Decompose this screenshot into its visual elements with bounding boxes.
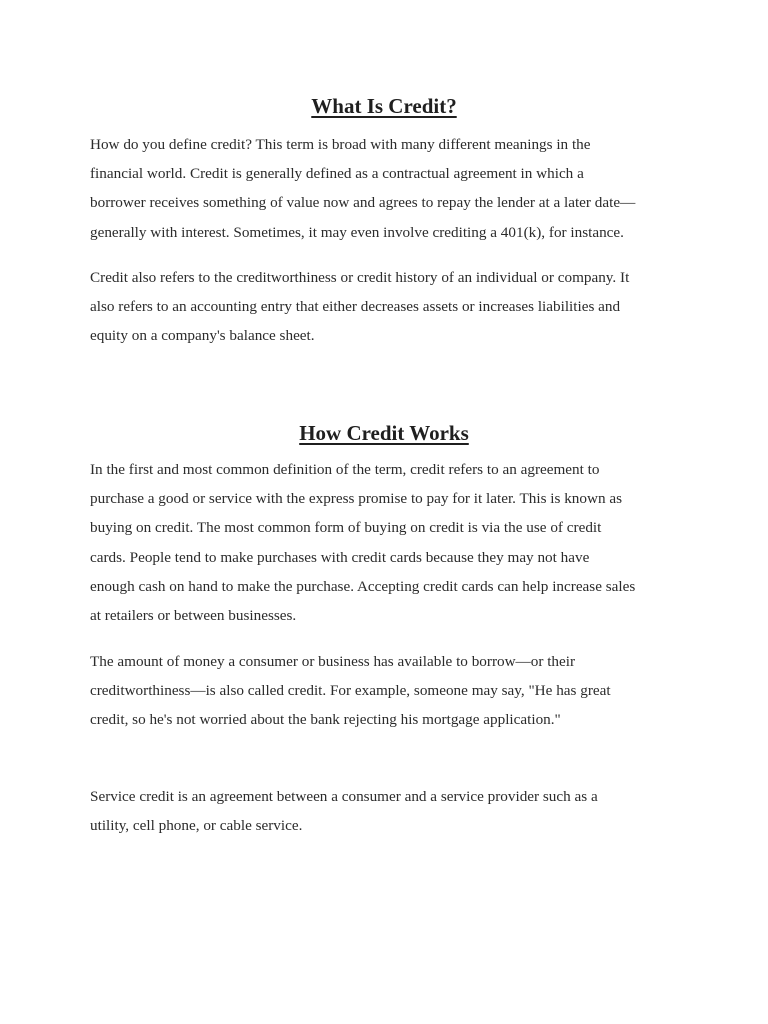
text-line: How do you define credit? This term is broad with many different meanings in the — [90, 136, 591, 153]
text-line: creditworthiness—is also called credit. For example, someone may say, "He has great — [90, 682, 611, 700]
text-line: also refers to an accounting entry that either decreases assets or increases liabilities and — [90, 298, 621, 316]
heading-how-credit-works: How Credit Works — [299, 421, 469, 445]
text-line: generally with interest. Sometimes, it may even involve crediting a 401(k), for instance. — [90, 223, 624, 241]
text-line: utility, cell phone, or cable service. — [90, 817, 303, 835]
heading-what-is-credit: What Is Credit? — [311, 94, 457, 118]
text-line: Credit also refers to the creditworthiness or credit history of an individual or company. It — [90, 269, 630, 286]
text-line: In the first and most common definition of the term, credit refers to an agreement to — [90, 461, 600, 478]
text-line: purchase a good or service with the express promise to pay for it later. This is known as — [90, 490, 622, 508]
text-line: equity on a company's balance sheet. — [90, 327, 315, 345]
text-line: credit, so he's not worried about the bank rejecting his mortgage application." — [90, 711, 561, 729]
text-line: The amount of money a consumer or business has available to borrow—or their — [90, 653, 576, 670]
paragraph-creditworthiness — [90, 263, 682, 351]
text-line: financial world. Credit is generally defined as a contractual agreement in which a — [90, 165, 584, 183]
text-line: at retailers or between businesses. — [90, 607, 297, 625]
text-line: cards. People tend to make purchases with credit cards because they may not have — [90, 548, 590, 566]
paragraph-service-credit — [90, 782, 682, 840]
text-line: Service credit is an agreement between a consumer and a service provider such as a — [90, 788, 598, 805]
text-line: enough cash on hand to make the purchase. Accepting credit cards can help increase sales — [90, 577, 636, 595]
paragraph-credit-definition — [90, 130, 682, 247]
paragraph-amount-available — [90, 647, 682, 735]
paragraph-buying-on-credit — [90, 455, 682, 630]
text-line: buying on credit. The most common form of buying on credit is via the use of credit — [90, 519, 602, 537]
text-line: borrower receives something of value now and agrees to repay the lender at a later date— — [90, 194, 636, 212]
